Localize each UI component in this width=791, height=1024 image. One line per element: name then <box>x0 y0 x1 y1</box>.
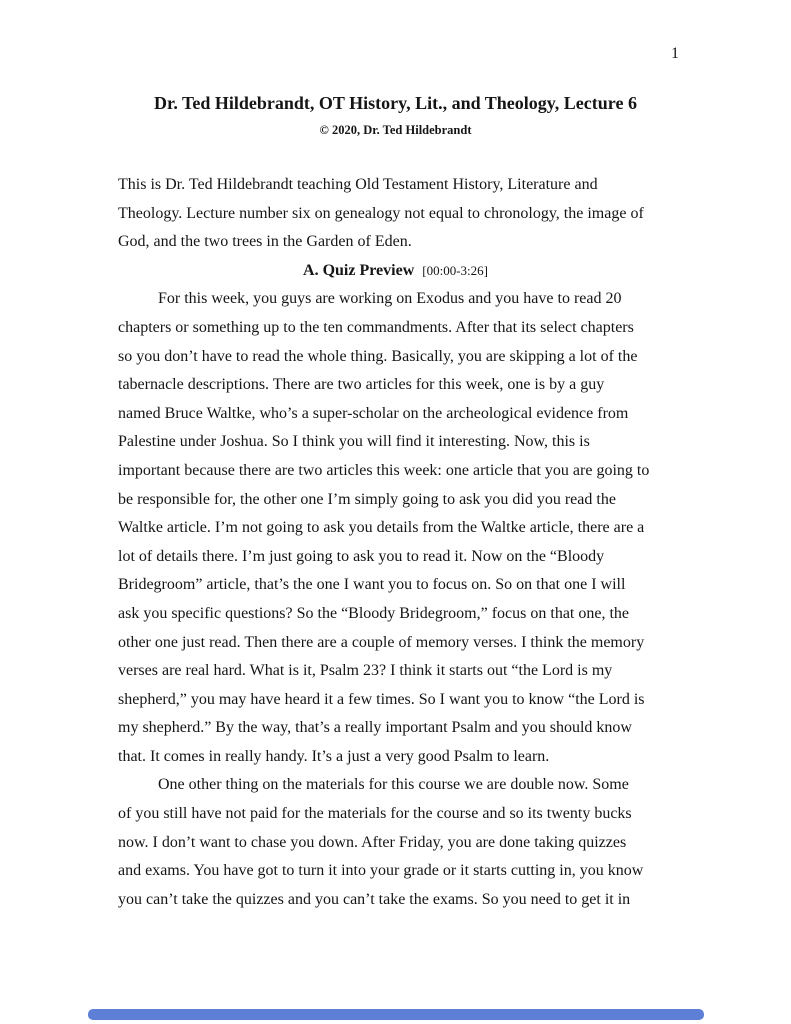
text-line: my shepherd.” By the way, that’s a really important Psalm and you should know <box>118 719 632 737</box>
text-line: that. It comes in really handy. It’s a just a very good Psalm to learn. <box>118 747 550 765</box>
intro-paragraph <box>118 171 673 257</box>
text-line: ask you specific questions? So the “Bloody Bridegroom,” focus on that one, the <box>118 604 630 622</box>
text-line: be responsible for, the other one I’m simply going to ask you did you read the <box>118 490 616 508</box>
text-line: named Bruce Waltke, who’s a super-scholar on the archeological evidence from <box>118 404 629 422</box>
text-line: For this week, you guys are working on Exodus and you have to read 20 <box>158 290 622 308</box>
footer-divider-bar <box>88 1009 704 1020</box>
text-line: lot of details there. I’m just going to ask you to read it. Now on the “Bloody <box>118 547 605 565</box>
text-line: and exams. You have got to turn it into your grade or it starts cutting in, you know <box>118 862 644 880</box>
text-line: shepherd,” you may have heard it a few times. So I want you to know “the Lord is <box>118 690 645 708</box>
course-materials-paragraph <box>118 771 673 914</box>
section-timestamp: [00:00-3:26] <box>422 262 488 278</box>
text-line: One other thing on the materials for this course we are double now. Some <box>158 776 629 794</box>
text-line: Theology. Lecture number six on genealogy not equal to chronology, the image of <box>118 204 644 222</box>
quiz-preview-paragraph <box>118 285 673 771</box>
text-line: Palestine under Joshua. So I think you will find it interesting. Now, this is <box>118 433 590 451</box>
text-line: of you still have not paid for the materials for the course and so its twenty bucks <box>118 805 632 823</box>
text-line: so you don’t have to read the whole thing. Basically, you are skipping a lot of the <box>118 347 638 365</box>
text-line: Bridegroom” article, that’s the one I want you to focus on. So on that one I will <box>118 576 626 594</box>
document-title: Dr. Ted Hildebrandt, OT History, Lit., and Theology, Lecture 6 <box>154 93 637 113</box>
text-line: Waltke article. I’m not going to ask you details from the Waltke article, there are a <box>118 519 645 537</box>
text-line: important because there are two articles this week: one article that you are going to <box>118 461 650 479</box>
text-line: you can’t take the quizzes and you can’t take the exams. So you need to get it in <box>118 890 631 908</box>
text-line: verses are real hard. What is it, Psalm 23? I think it starts out “the Lord is my <box>118 662 613 680</box>
document-body <box>118 171 673 914</box>
page-number: 1 <box>671 45 679 62</box>
text-line: tabernacle descriptions. There are two articles for this week, one is by a guy <box>118 376 605 394</box>
section-heading <box>118 257 673 286</box>
text-line: chapters or something up to the ten commandments. After that its select chapters <box>118 318 634 336</box>
text-line: other one just read. Then there are a couple of memory verses. I think the memory <box>118 633 645 651</box>
text-line: This is Dr. Ted Hildebrandt teaching Old Testament History, Literature and <box>118 176 598 193</box>
text-line: God, and the two trees in the Garden of Eden. <box>118 233 412 251</box>
copyright-line: © 2020, Dr. Ted Hildebrandt <box>319 123 472 137</box>
text-line: now. I don’t want to chase you down. After Friday, you are done taking quizzes <box>118 833 627 851</box>
section-heading-title: A. Quiz Preview <box>303 261 415 279</box>
